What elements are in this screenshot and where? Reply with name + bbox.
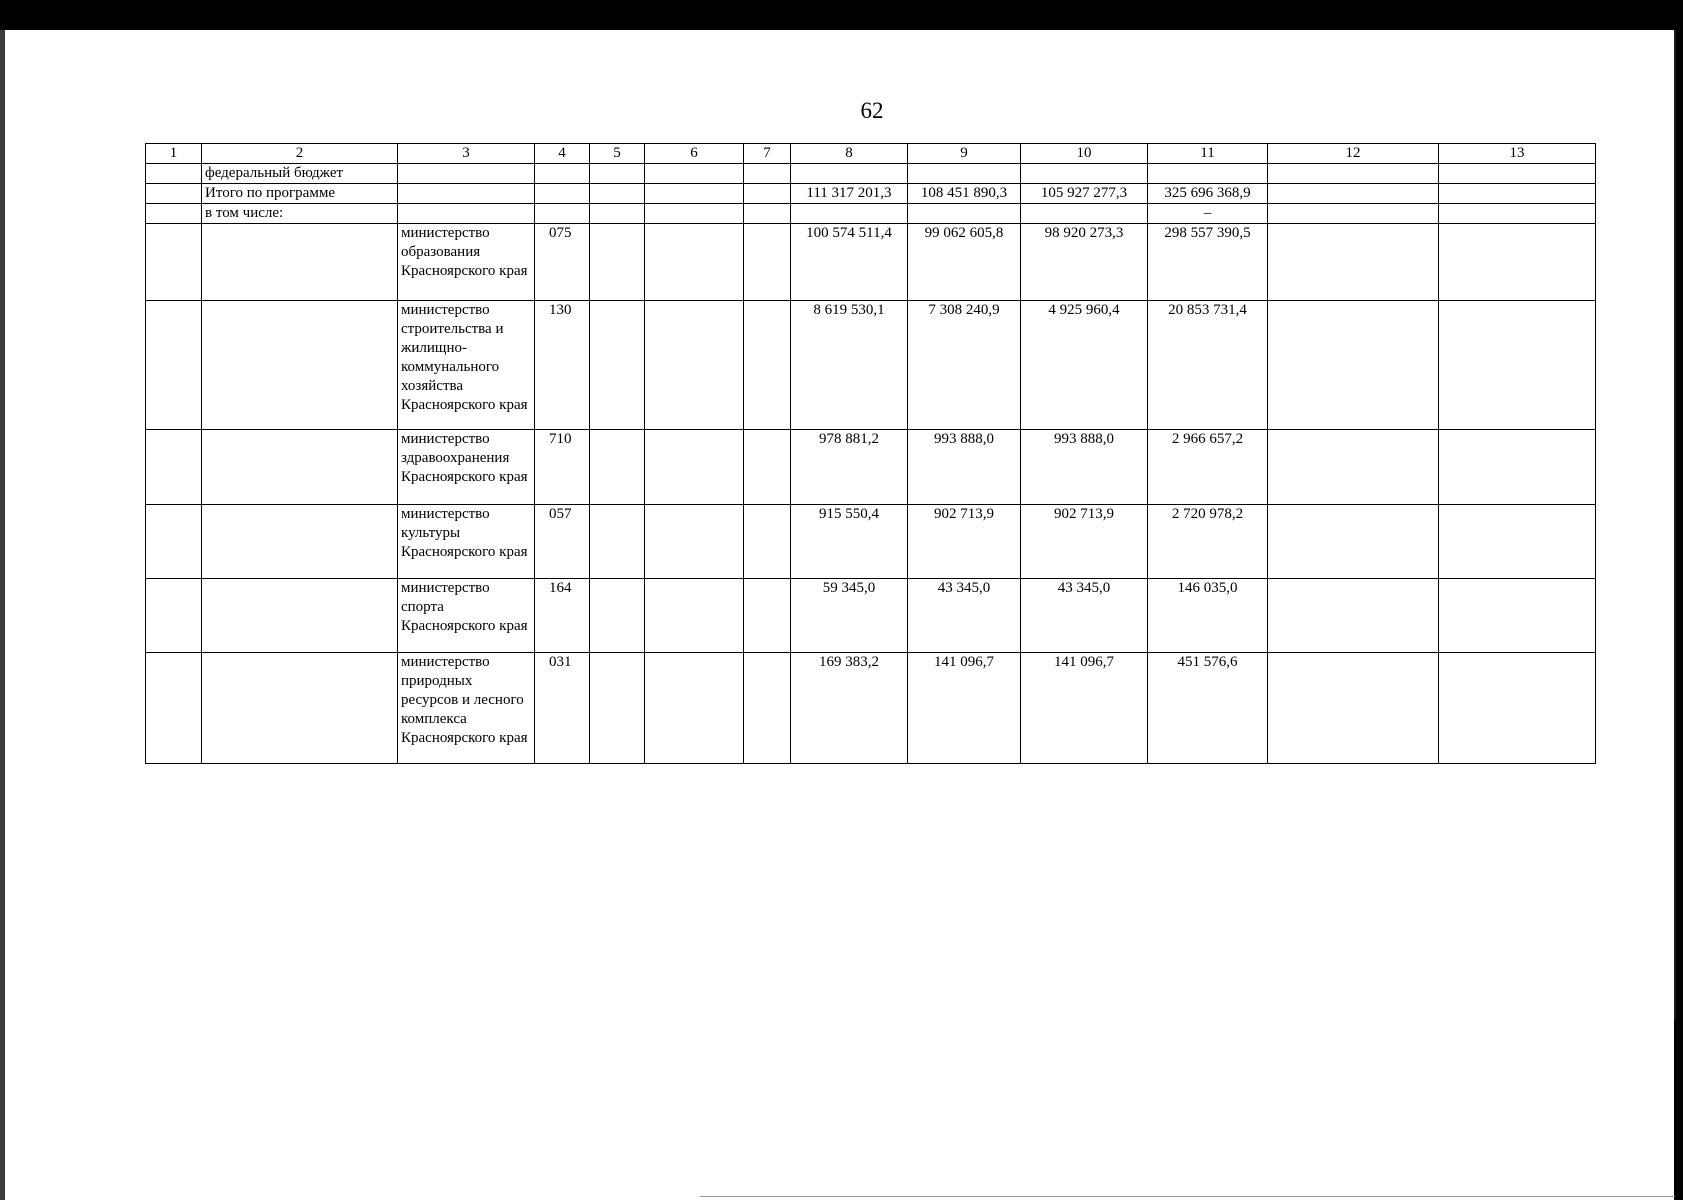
cell-col-2 — [202, 301, 398, 430]
cell-col-9: 108 451 890,3 — [908, 184, 1021, 204]
column-number: 11 — [1148, 144, 1268, 164]
cell-col-6 — [645, 224, 744, 301]
cell-col-8 — [791, 204, 908, 224]
cell-col-9: 99 062 605,8 — [908, 224, 1021, 301]
cell-col-10 — [1021, 204, 1148, 224]
cell-col-10: 98 920 273,3 — [1021, 224, 1148, 301]
cell-col-6 — [645, 204, 744, 224]
cell-col-12 — [1268, 579, 1439, 653]
cell-col-1 — [146, 184, 202, 204]
cell-col-3 — [398, 164, 535, 184]
cell-col-2 — [202, 505, 398, 579]
cell-col-3: министерство культуры Красноярского края — [398, 505, 535, 579]
cell-col-13 — [1439, 164, 1596, 184]
cell-col-7 — [744, 430, 791, 505]
cell-col-6 — [645, 164, 744, 184]
cell-col-13 — [1439, 505, 1596, 579]
cell-col-13 — [1439, 430, 1596, 505]
cell-col-3: министерство образования Красноярского края — [398, 224, 535, 301]
cell-col-9: 7 308 240,9 — [908, 301, 1021, 430]
cell-col-2 — [202, 430, 398, 505]
cell-col-11: 20 853 731,4 — [1148, 301, 1268, 430]
cell-col-5 — [590, 184, 645, 204]
cell-col-3: министерство природных ресурсов и лесного комплекса Красноярского края — [398, 653, 535, 764]
cell-col-6 — [645, 505, 744, 579]
cell-col-2 — [202, 653, 398, 764]
column-number: 6 — [645, 144, 744, 164]
cell-col-5 — [590, 579, 645, 653]
cell-col-12 — [1268, 653, 1439, 764]
cell-col-11: 2 966 657,2 — [1148, 430, 1268, 505]
cell-col-5 — [590, 505, 645, 579]
cell-col-5 — [590, 301, 645, 430]
column-number: 4 — [535, 144, 590, 164]
cell-col-4: 164 — [535, 579, 590, 653]
cell-col-4: 130 — [535, 301, 590, 430]
scan-left-border — [0, 30, 5, 1200]
scan-top-border — [0, 0, 1683, 30]
cell-col-10: 105 927 277,3 — [1021, 184, 1148, 204]
cell-col-1 — [146, 301, 202, 430]
cell-col-11 — [1148, 164, 1268, 184]
budget-table — [145, 143, 1596, 764]
table-row — [146, 579, 1596, 653]
cell-col-2 — [202, 579, 398, 653]
cell-col-1 — [146, 204, 202, 224]
cell-col-11: 325 696 368,9 — [1148, 184, 1268, 204]
cell-col-3: министерство строительства и жилищно-коммунального хозяйства Красноярского края — [398, 301, 535, 430]
cell-col-7 — [744, 224, 791, 301]
cell-col-3: министерство спорта Красноярского края — [398, 579, 535, 653]
cell-col-3 — [398, 204, 535, 224]
column-number: 1 — [146, 144, 202, 164]
column-number: 9 — [908, 144, 1021, 164]
cell-col-8: 978 881,2 — [791, 430, 908, 505]
cell-col-8 — [791, 164, 908, 184]
cell-col-11: 146 035,0 — [1148, 579, 1268, 653]
cell-col-6 — [645, 430, 744, 505]
cell-col-12 — [1268, 505, 1439, 579]
cell-col-13 — [1439, 204, 1596, 224]
cell-col-4: 031 — [535, 653, 590, 764]
cell-col-10: 4 925 960,4 — [1021, 301, 1148, 430]
cell-col-3: министерство здравоохранения Красноярского края — [398, 430, 535, 505]
column-number: 2 — [202, 144, 398, 164]
cell-col-8: 59 345,0 — [791, 579, 908, 653]
cell-col-5 — [590, 204, 645, 224]
cell-col-7 — [744, 164, 791, 184]
cell-col-13 — [1439, 224, 1596, 301]
column-number: 3 — [398, 144, 535, 164]
cell-col-5 — [590, 164, 645, 184]
table-row — [146, 224, 1596, 301]
cell-col-2: Итого по программе — [202, 184, 398, 204]
cell-col-13 — [1439, 653, 1596, 764]
cell-col-9: 43 345,0 — [908, 579, 1021, 653]
cell-col-10 — [1021, 164, 1148, 184]
cell-col-9: 141 096,7 — [908, 653, 1021, 764]
cell-col-5 — [590, 224, 645, 301]
cell-col-8: 100 574 511,4 — [791, 224, 908, 301]
cell-col-1 — [146, 505, 202, 579]
cell-col-7 — [744, 184, 791, 204]
cell-col-2: в том числе: — [202, 204, 398, 224]
cell-col-10: 902 713,9 — [1021, 505, 1148, 579]
cell-col-6 — [645, 653, 744, 764]
cell-col-12 — [1268, 224, 1439, 301]
cell-col-13 — [1439, 184, 1596, 204]
cell-col-1 — [146, 579, 202, 653]
cell-col-12 — [1268, 204, 1439, 224]
table-row — [146, 184, 1596, 204]
cell-col-12 — [1268, 301, 1439, 430]
column-number: 13 — [1439, 144, 1596, 164]
table-row — [146, 164, 1596, 184]
table-row — [146, 430, 1596, 505]
column-number: 12 — [1268, 144, 1439, 164]
cell-col-9 — [908, 164, 1021, 184]
cell-col-8: 8 619 530,1 — [791, 301, 908, 430]
cell-col-8: 111 317 201,3 — [791, 184, 908, 204]
table-row — [146, 204, 1596, 224]
cell-col-12 — [1268, 164, 1439, 184]
cell-col-1 — [146, 164, 202, 184]
cell-col-4 — [535, 204, 590, 224]
table-row — [146, 301, 1596, 430]
cell-col-6 — [645, 579, 744, 653]
cell-col-7 — [744, 579, 791, 653]
cell-col-4: 710 — [535, 430, 590, 505]
cell-col-9: 902 713,9 — [908, 505, 1021, 579]
cell-col-4: 075 — [535, 224, 590, 301]
cell-col-12 — [1268, 184, 1439, 204]
scan-right-shadow — [1674, 30, 1676, 1020]
cell-col-1 — [146, 653, 202, 764]
cell-col-10: 141 096,7 — [1021, 653, 1148, 764]
page-number: 62 — [860, 98, 884, 123]
cell-col-3 — [398, 184, 535, 204]
cell-col-9: 993 888,0 — [908, 430, 1021, 505]
table-row — [146, 505, 1596, 579]
cell-col-7 — [744, 301, 791, 430]
cell-col-7 — [744, 505, 791, 579]
cell-col-11: – — [1148, 204, 1268, 224]
cell-col-10: 993 888,0 — [1021, 430, 1148, 505]
cell-col-10: 43 345,0 — [1021, 579, 1148, 653]
column-number-row — [146, 144, 1596, 164]
cell-col-9 — [908, 204, 1021, 224]
cell-col-7 — [744, 204, 791, 224]
cell-col-1 — [146, 430, 202, 505]
cell-col-13 — [1439, 301, 1596, 430]
cell-col-5 — [590, 430, 645, 505]
column-number: 5 — [590, 144, 645, 164]
cell-col-5 — [590, 653, 645, 764]
column-number: 10 — [1021, 144, 1148, 164]
cell-col-11: 2 720 978,2 — [1148, 505, 1268, 579]
cell-col-8: 169 383,2 — [791, 653, 908, 764]
cell-col-2: федеральный бюджет — [202, 164, 398, 184]
cell-col-11: 298 557 390,5 — [1148, 224, 1268, 301]
cell-col-1 — [146, 224, 202, 301]
cell-col-2 — [202, 224, 398, 301]
cell-col-7 — [744, 653, 791, 764]
column-number: 8 — [791, 144, 908, 164]
cell-col-6 — [645, 301, 744, 430]
cell-col-4: 057 — [535, 505, 590, 579]
cell-col-13 — [1439, 579, 1596, 653]
column-number: 7 — [744, 144, 791, 164]
cell-col-4 — [535, 164, 590, 184]
cell-col-12 — [1268, 430, 1439, 505]
cell-col-6 — [645, 184, 744, 204]
cell-col-4 — [535, 184, 590, 204]
table-row — [146, 653, 1596, 764]
scan-bottom-edge — [700, 1196, 1675, 1197]
cell-col-11: 451 576,6 — [1148, 653, 1268, 764]
cell-col-8: 915 550,4 — [791, 505, 908, 579]
